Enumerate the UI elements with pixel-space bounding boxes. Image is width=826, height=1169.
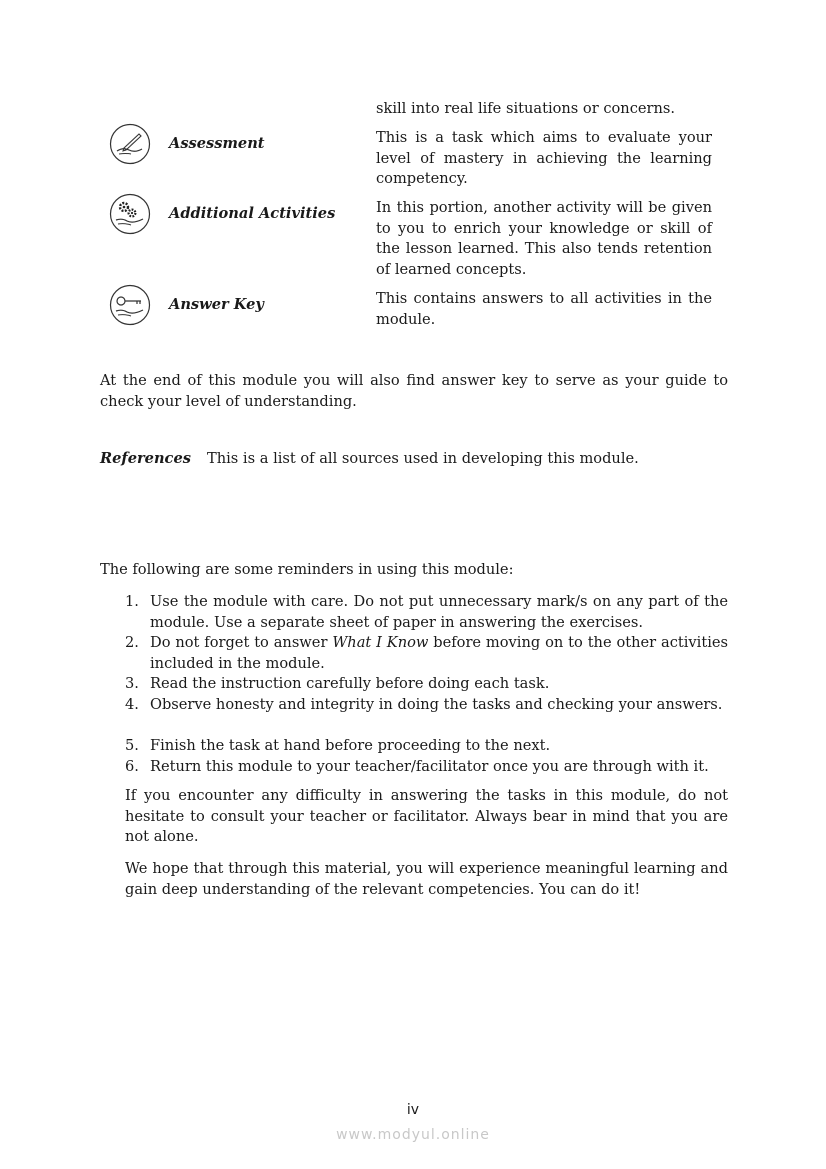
answer-key-description: This contains answers to all activities in the module. (376, 290, 712, 328)
gears-hand-icon (109, 193, 151, 235)
list-item-text: Return this module to your teacher/facilitator once you are through with it. (150, 758, 709, 775)
what-i-know-emphasis: What I Know (332, 634, 429, 651)
list-item-text: Finish the task at hand before proceeding to the next. (150, 737, 551, 754)
answer-key-label: Answer Key (169, 296, 264, 313)
list-item-number: 5. (125, 737, 139, 754)
assessment-description: This is a task which aims to evaluate your level of mastery in achieving the learning competency. (376, 129, 712, 188)
references-text: This is a list of all sources used in developing this module. (207, 450, 639, 467)
list-item-text: Use the module with care. Do not put unnecessary mark/s on any part of the module. Use a separate sheet of paper in answering the exercises. (150, 593, 728, 631)
list-item-text-part: Do not forget to answer (150, 634, 333, 651)
key-hand-icon (109, 284, 151, 326)
list-item-number: 4. (125, 696, 139, 713)
list-item-number: 2. (125, 634, 139, 651)
list-item-number: 6. (125, 758, 139, 775)
closing-paragraph: If you encounter any difficulty in answering the tasks in this module, do not hesitate to consult your teacher or facilitator. Always bear in mind that you are not alone. (125, 787, 728, 846)
closing-paragraph: We hope that through this material, you will experience meaningful learning and gain deep understanding of the relevant competencies. You can do it! (125, 860, 728, 898)
page-number: iv (406, 1102, 420, 1118)
pen-hand-icon (109, 123, 151, 165)
reminders-intro: The following are some reminders in using this module: (100, 561, 514, 578)
continuation-description: skill into real life situations or concerns. (376, 100, 676, 117)
answer-key-note: At the end of this module you will also find answer key to serve as your guide to check your level of understanding. (100, 372, 728, 410)
list-item-number: 3. (125, 675, 139, 692)
additional-activities-description: In this portion, another activity will be given to you to enrich your knowledge or skill of the lesson learned. This also tends retention of learned concepts. (376, 199, 712, 279)
assessment-label: Assessment (169, 135, 265, 152)
watermark: www.modyul.online (336, 1127, 490, 1143)
additional-activities-label: Additional Activities (169, 205, 336, 222)
list-item-text: Read the instruction carefully before doing each task. (150, 675, 550, 692)
list-item-text (150, 633, 728, 674)
references-label: References (100, 450, 191, 467)
list-item-text: Observe honesty and integrity in doing the tasks and checking your answers. (150, 696, 723, 713)
list-item-number: 1. (125, 593, 139, 610)
list-item-text-part: before moving on to the other activities included in the module. (150, 634, 728, 672)
